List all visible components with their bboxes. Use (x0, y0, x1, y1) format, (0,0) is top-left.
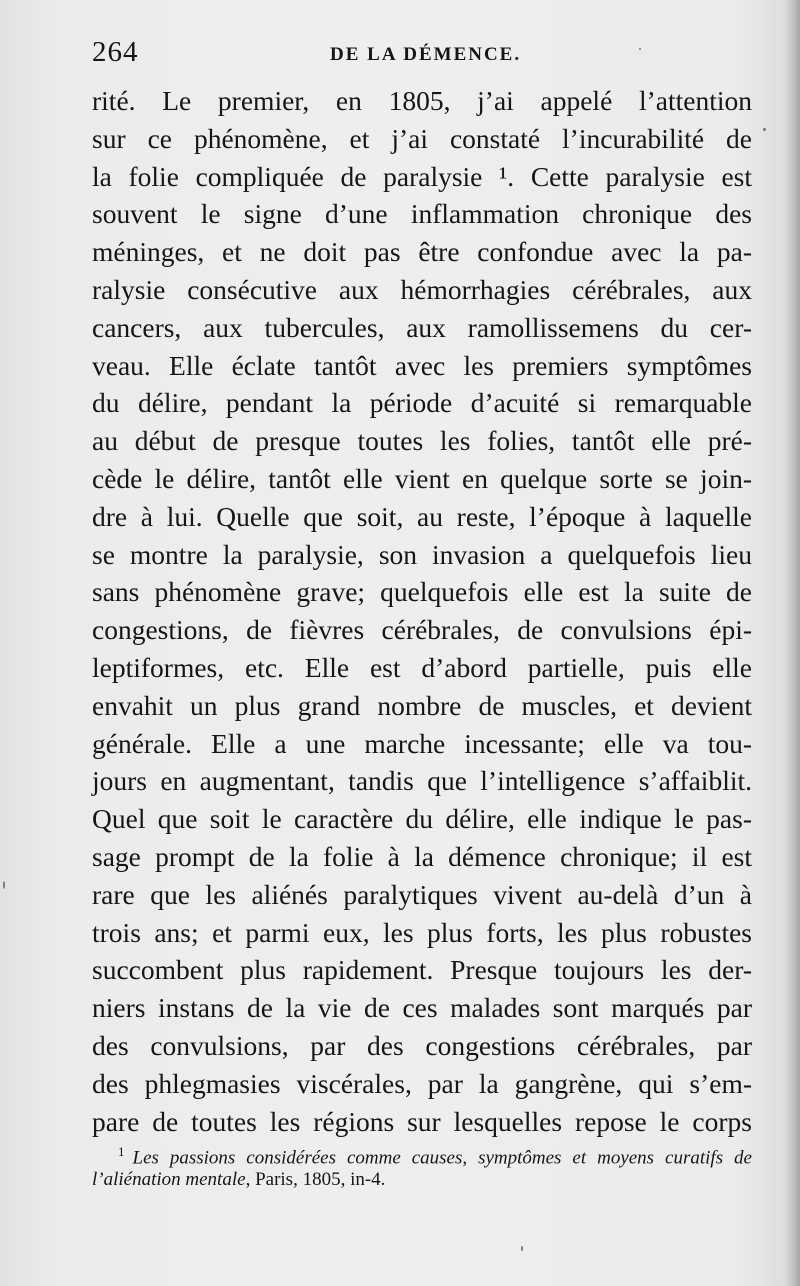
text-line: au début de presque toutes les folies, tantôt elle pré- (92, 425, 752, 457)
text-line: congestions, de fièvres cérébrales, de convulsions épi- (92, 614, 752, 646)
text-line: méninges, et ne doit pas être confondue avec la pa- (92, 236, 752, 268)
footnote (92, 1138, 752, 1194)
text-line: niers instans de la vie de ces malades sont marqués par (92, 992, 752, 1024)
text-line: rité. Le premier, en 1805, j’ai appelé l’attention (92, 85, 752, 116)
page-header (92, 36, 752, 76)
page-number: 264 (92, 36, 139, 68)
text-line: pare de toutes les régions sur lesquelles repose le corps (92, 1105, 752, 1137)
text-line: jours en augmentant, tandis que l’intelligence s’affaiblit. (92, 765, 752, 797)
text-line: sage prompt de la folie à la démence chronique; il est (92, 840, 752, 872)
text-line: des phlegmasies viscérales, par la gangrène, qui s’em- (92, 1067, 752, 1099)
text-line: sans phénomène grave; quelquefois elle est la suite de (92, 576, 752, 608)
paper-speck (521, 1246, 523, 1251)
text-line: souvent le signe d’une inflammation chronique des (92, 198, 752, 230)
footnote-work-title: Les passions considérées comme causes, symptômes et moyens curatifs de (132, 1147, 752, 1169)
text-line: sur ce phénomène, et j’ai constaté l’incurabilité de (92, 122, 752, 154)
text-line: dre à lui. Quelle que soit, au reste, l’époque à laquelle (92, 500, 752, 532)
footnote-marker: 1 (118, 1144, 125, 1159)
body-text (92, 82, 752, 1140)
page-gutter-shadow (784, 0, 800, 1286)
paper-speck (763, 128, 766, 131)
paper-speck (3, 881, 5, 889)
text-line: Quel que soit le caractère du délire, elle indique le pas- (92, 803, 752, 835)
text-line: la folie compliquée de paralysie ¹. Cette paralysie est (92, 160, 752, 192)
text-line: ralysie consécutive aux hémorrhagies cérébrales, aux (92, 273, 752, 305)
text-line: des convulsions, par des congestions cérébrales, par (92, 1029, 752, 1061)
text-line: cancers, aux tubercules, aux ramollissemens du cer- (92, 311, 752, 343)
text-line: générale. Elle a une marche incessante; elle va tou- (92, 727, 752, 759)
text-line: envahit un plus grand nombre de muscles, et devient (92, 689, 752, 721)
footnote-line (92, 1138, 752, 1169)
text-line: veau. Elle éclate tantôt avec les premiers symptômes (92, 349, 752, 381)
text-line: se montre la paralysie, son invasion a quelquefois lieu (92, 538, 752, 570)
footnote-publication: , Paris, 1805, in-4. (245, 1169, 386, 1190)
text-line: leptiformes, etc. Elle est d’abord partielle, puis elle (92, 651, 752, 683)
text-line: trois ans; et parmi eux, les plus forts, les plus robustes (92, 916, 752, 948)
text-line: cède le délire, tantôt elle vient en quelque sorte se join- (92, 462, 752, 494)
text-line: du délire, pendant la période d’acuité si remarquable (92, 387, 752, 419)
running-head: DE LA DÉMENCE. (330, 44, 522, 65)
text-line: rare que les aliénés paralytiques vivent au-delà d’un à (92, 878, 752, 910)
paper-speck (639, 48, 641, 50)
footnote-line (92, 1166, 752, 1194)
footnote-work-title-cont: l’aliénation mentale (92, 1169, 246, 1190)
text-line: succombent plus rapidement. Presque toujours les der- (92, 954, 752, 986)
